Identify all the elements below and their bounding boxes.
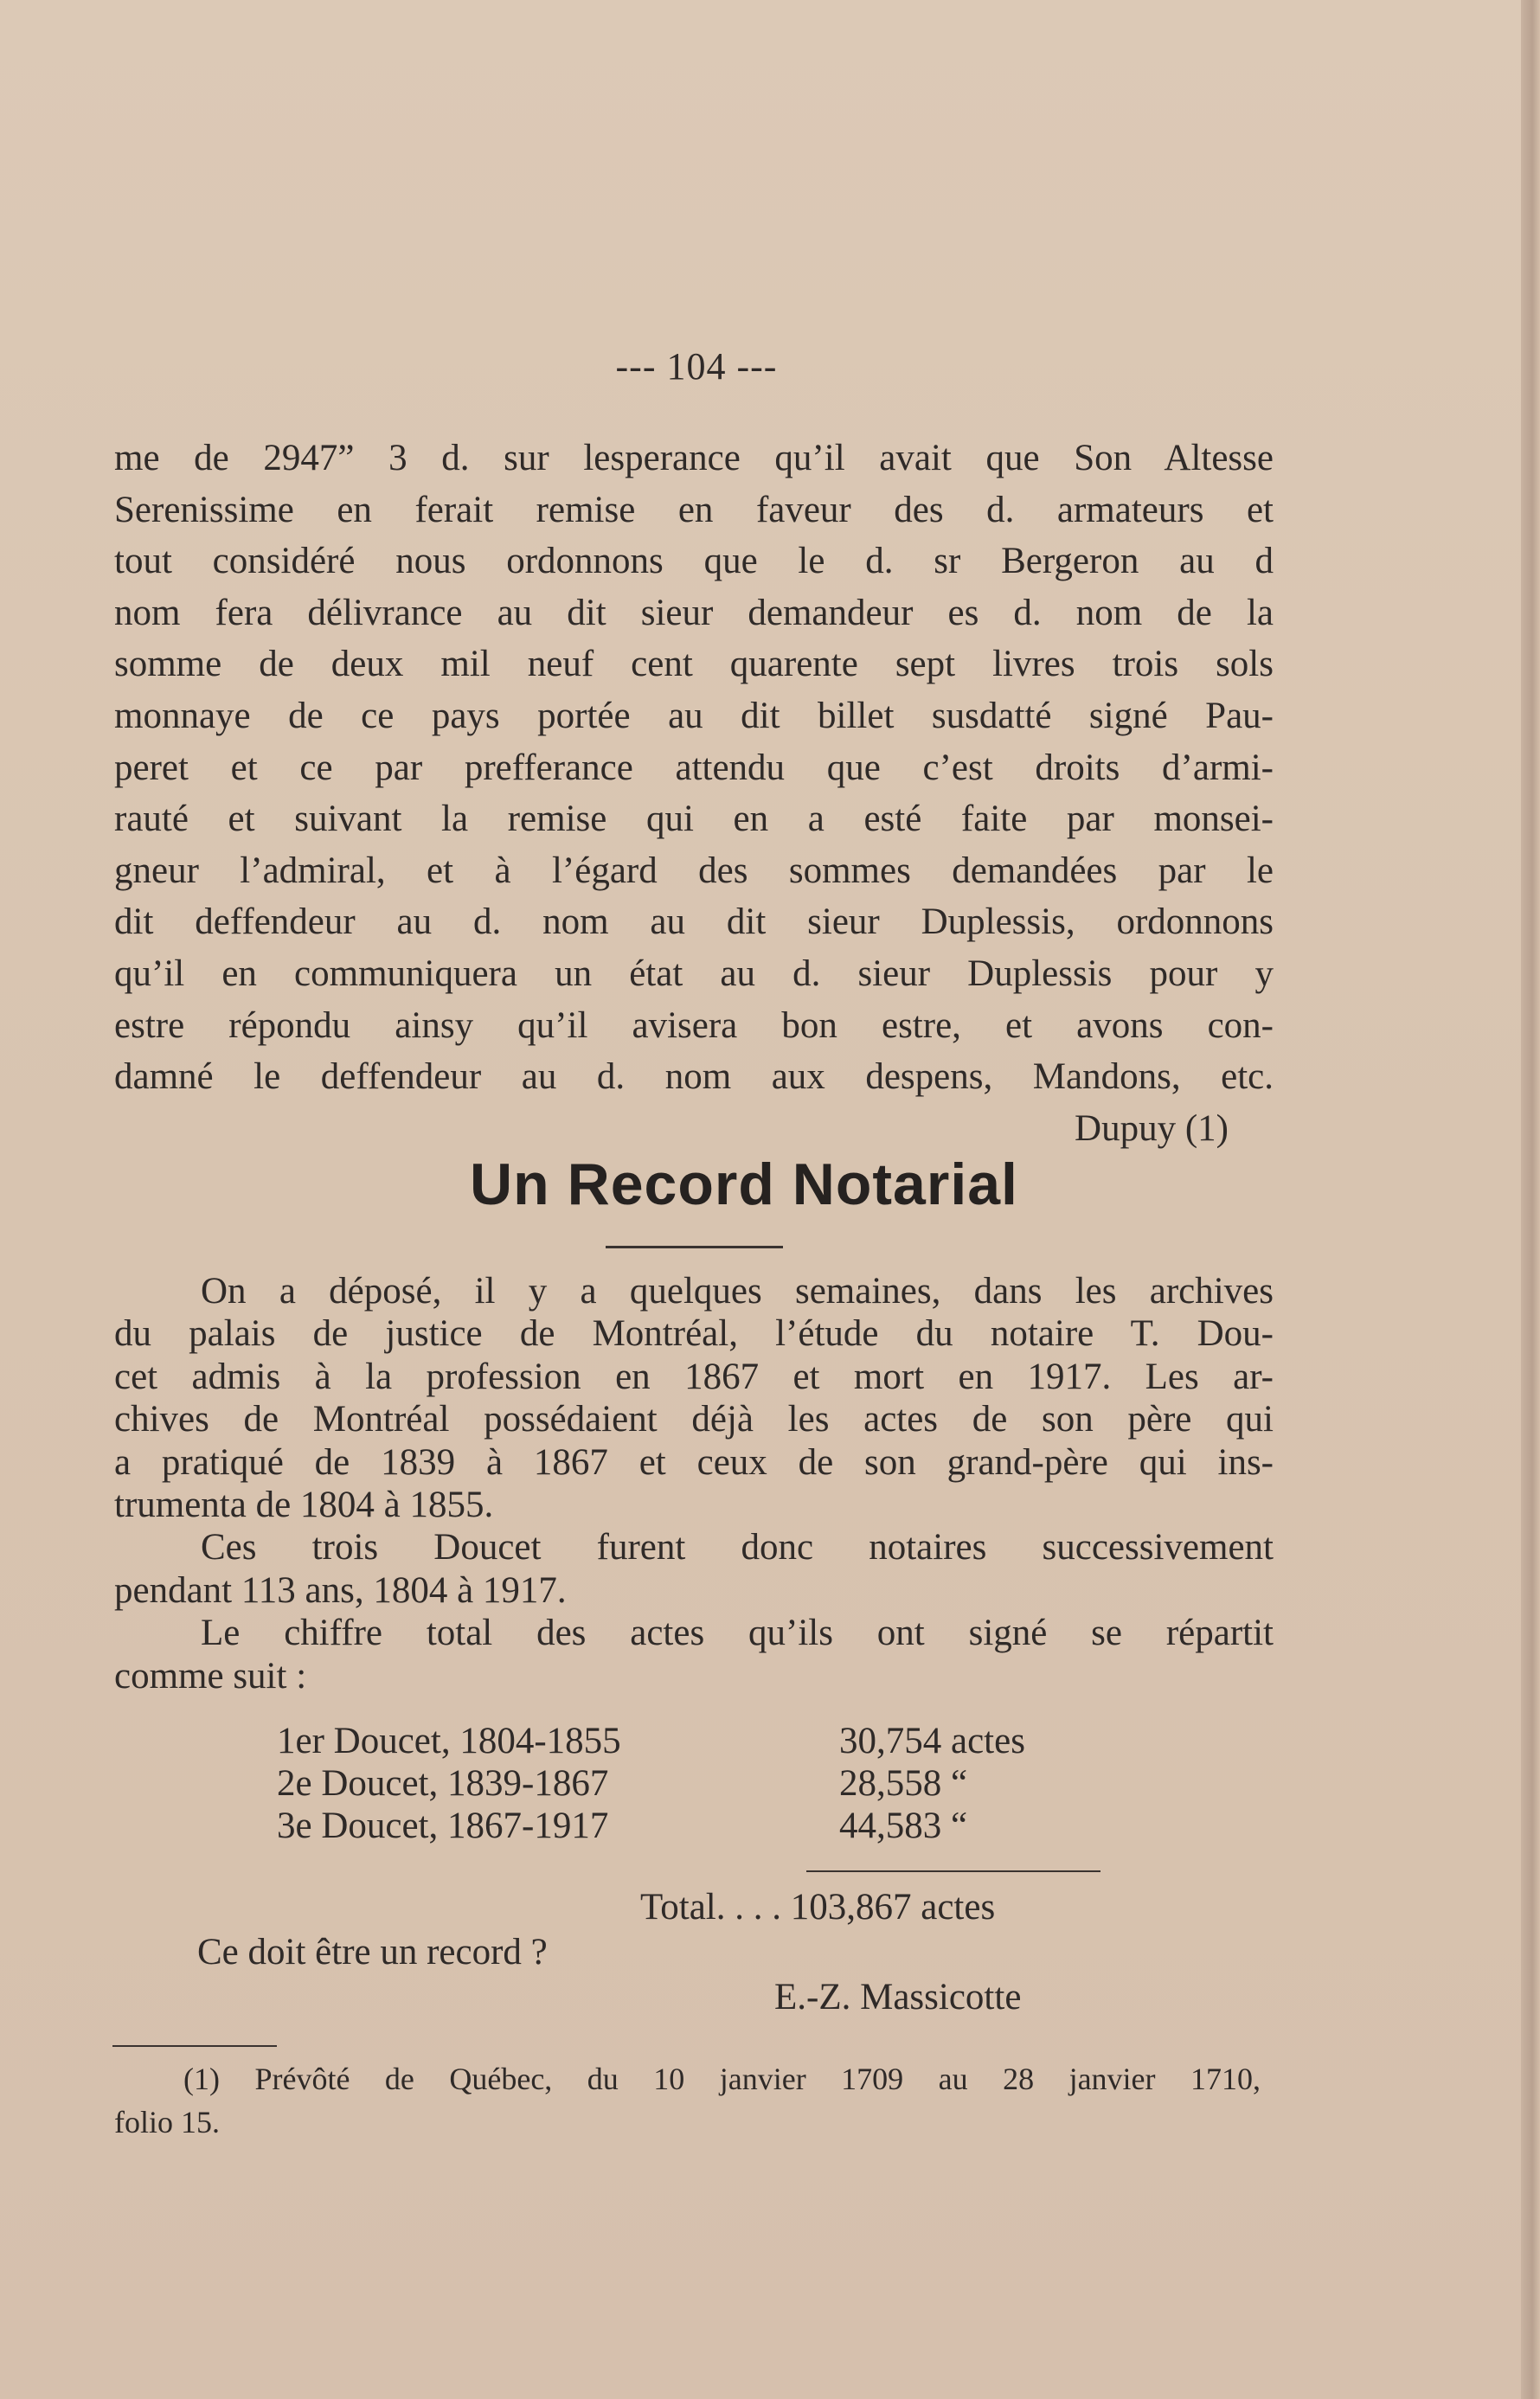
text-line: Le chiffre total des actes qu’ils ont signé se répartit xyxy=(201,1613,1274,1654)
text-line: nom fera délivrance au dit sieur demandeur es d. nom de la xyxy=(114,592,1274,633)
judgment-text xyxy=(114,433,1274,1154)
footnote xyxy=(114,2057,1261,2144)
text-line: somme de deux mil neuf cent quarente sept livres trois sols xyxy=(114,644,1274,685)
notary-name: 2e Doucet, 1839-1867 xyxy=(277,1763,609,1804)
text-line: estre répondu ainsy qu’il avisera bon estre, et avons con- xyxy=(114,1004,1274,1046)
acts-count: 28,558 “ xyxy=(839,1763,968,1804)
text-line: Ces trois Doucet furent donc notaires successivement xyxy=(201,1527,1274,1568)
total-line: Total. . . . 103,867 actes xyxy=(640,1887,996,1928)
text-line: monnaye de ce pays portée au dit billet susdatté signé Pau- xyxy=(114,695,1274,736)
table-row xyxy=(277,1762,1025,1805)
table-row xyxy=(277,1720,1025,1762)
notary-name: 1er Doucet, 1804-1855 xyxy=(277,1721,621,1761)
text-line: pendant 113 ans, 1804 à 1917. xyxy=(114,1569,567,1611)
closing-question: Ce doit être un record ? xyxy=(197,1932,548,1972)
acts-count: 44,583 “ xyxy=(839,1806,968,1846)
text-line: On a déposé, il y a quelques semaines, dans les archives xyxy=(201,1271,1274,1312)
page-number: --- 104 --- xyxy=(615,345,778,388)
text-line: Serenissime en ferait remise en faveur des d. armateurs et xyxy=(114,489,1274,530)
judgment-signature: Dupuy (1) xyxy=(1075,1107,1229,1149)
text-line: damné le deffendeur au d. nom aux despens, Mandons, etc. xyxy=(114,1056,1274,1098)
text-line: comme suit : xyxy=(114,1655,307,1697)
text-line: me de 2947” 3 d. sur lesperance qu’il avait que Son Altesse xyxy=(114,438,1274,478)
article-title: Un Record Notarial xyxy=(470,1151,1018,1217)
notary-name: 3e Doucet, 1867-1917 xyxy=(277,1806,609,1846)
footnote-line: (1) Prévôté de Québec, du 10 janvier 1709 au 28 janvier 1710, xyxy=(183,2062,1261,2096)
sum-divider xyxy=(806,1870,1100,1872)
acts-table xyxy=(277,1720,1025,1847)
text-line: cet admis à la profession en 1867 et mort en 1917. Les ar- xyxy=(114,1356,1274,1397)
text-line: chives de Montréal possédaient déjà les actes de son père qui xyxy=(114,1399,1274,1440)
page-edge xyxy=(1521,0,1540,2399)
text-line: du palais de justice de Montréal, l’étude du notaire T. Dou- xyxy=(114,1313,1274,1355)
footnote-divider xyxy=(112,2045,277,2047)
text-line: qu’il en communiquera un état au d. sieur Duplessis pour y xyxy=(114,953,1274,994)
table-row xyxy=(277,1805,1025,1847)
article-body xyxy=(114,1270,1274,1697)
text-line: trumenta de 1804 à 1855. xyxy=(114,1484,494,1525)
text-line: a pratiqué de 1839 à 1867 et ceux de son grand-père qui ins- xyxy=(114,1441,1274,1483)
article-author: E.-Z. Massicotte xyxy=(774,1977,1022,2017)
text-line: gneur l’admiral, et à l’égard des sommes demandées par le xyxy=(114,850,1274,891)
footnote-line: folio 15. xyxy=(114,2105,220,2139)
acts-count: 30,754 actes xyxy=(839,1721,1025,1761)
text-line: tout considéré nous ordonnons que le d. sr Bergeron au d xyxy=(114,541,1274,582)
text-line: peret et ce par prefferance attendu que c’est droits d’armi- xyxy=(114,747,1274,788)
text-line: rauté et suivant la remise qui en a esté faite par monsei- xyxy=(114,799,1274,840)
title-divider xyxy=(606,1246,783,1248)
text-line: dit deffendeur au d. nom au dit sieur Duplessis, ordonnons xyxy=(114,901,1274,943)
